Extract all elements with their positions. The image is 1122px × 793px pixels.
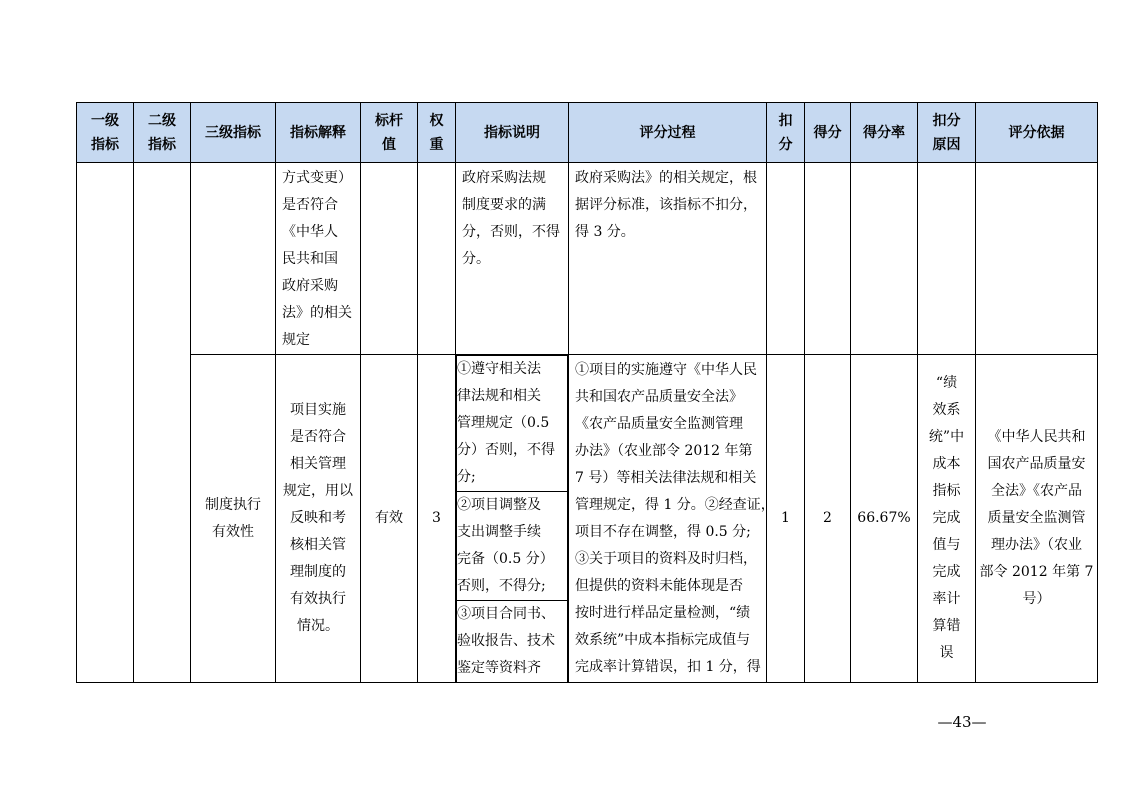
- level2-cell: [134, 163, 191, 683]
- score-cell: 2: [805, 355, 851, 683]
- description-item: ③项目合同书、 验收报告、技术 鉴定等资料齐: [457, 601, 568, 683]
- score-rate-cell: 66.67%: [851, 355, 918, 683]
- basis-cell: 《中华人民共和 国农产品质量安 全法》《农产品 质量安全监测管 理办法》（农业 部令 2012 年第 7 号）: [976, 355, 1098, 683]
- level3-cell: [191, 163, 276, 355]
- header-basis: 评分依据: [976, 103, 1098, 163]
- header-weight: 权 重: [418, 103, 456, 163]
- header-score: 得分: [805, 103, 851, 163]
- deduction-cell: [767, 163, 805, 355]
- process-cell: ①项目的实施遵守《中华人民 共和国农产品质量安全法》 《农产品质量安全监测管理 办法》（农业部令 2012 年第 7 号）等相关法律法规和相关 管理规定，得 1 分。②经查证， 项目不存在调整，得 0.5 分; ③关于项目的资料及时归档， 但提供的资料未能体现是否 按时进行样品定量检测，“绩 效系统”中成本指标完成值与 完成率计算错误，扣 1 分，得: [569, 355, 767, 683]
- basis-cell: [976, 163, 1098, 355]
- evaluation-table: [76, 102, 1098, 683]
- header-description: 指标说明: [456, 103, 569, 163]
- description-item: ①遵守相关法 律法规和相关 管理规定（0.5 分）否则，不得 分;: [457, 356, 568, 492]
- weight-cell: 3: [418, 355, 456, 683]
- weight-cell: [418, 163, 456, 355]
- benchmark-cell: [361, 163, 418, 355]
- reason-cell: “绩 效系 统”中 成本 指标 完成 值与 完成 率计 算错 误: [918, 355, 976, 683]
- header-row: [77, 103, 1098, 163]
- header-explanation: 指标解释: [276, 103, 361, 163]
- benchmark-cell: 有效: [361, 355, 418, 683]
- description-cell: 政府采购法规 制度要求的满 分，否则，不得 分。: [456, 163, 569, 355]
- header-reason: 扣分 原因: [918, 103, 976, 163]
- deduction-cell: 1: [767, 355, 805, 683]
- explanation-cell: 项目实施 是否符合 相关管理 规定，用以 反映和考 核相关管 理制度的 有效执行 情况。: [276, 355, 361, 683]
- score-cell: [805, 163, 851, 355]
- level1-cell: [77, 163, 134, 683]
- explanation-cell: 方式变更） 是否符合 《中华人 民共和国 政府采购 法》的相关 规定: [276, 163, 361, 355]
- reason-cell: [918, 163, 976, 355]
- description-item: ②项目调整及 支出调整手续 完备（0.5 分） 否则，不得分;: [457, 492, 568, 601]
- header-process: 评分过程: [569, 103, 767, 163]
- description-items: [456, 355, 568, 682]
- header-score-rate: 得分率: [851, 103, 918, 163]
- header-deduction: 扣 分: [767, 103, 805, 163]
- table-row: [77, 163, 1098, 355]
- level3-cell: 制度执行 有效性: [191, 355, 276, 683]
- header-level2: 二级 指标: [134, 103, 191, 163]
- process-cell: 政府采购法》的相关规定，根 据评分标准，该指标不扣分， 得 3 分。: [569, 163, 767, 355]
- table-row: [77, 355, 1098, 683]
- page-number: —43—: [937, 713, 987, 731]
- score-rate-cell: [851, 163, 918, 355]
- header-level3: 三级指标: [191, 103, 276, 163]
- header-benchmark: 标杆 值: [361, 103, 418, 163]
- description-cell: [456, 355, 569, 683]
- header-level1: 一级 指标: [77, 103, 134, 163]
